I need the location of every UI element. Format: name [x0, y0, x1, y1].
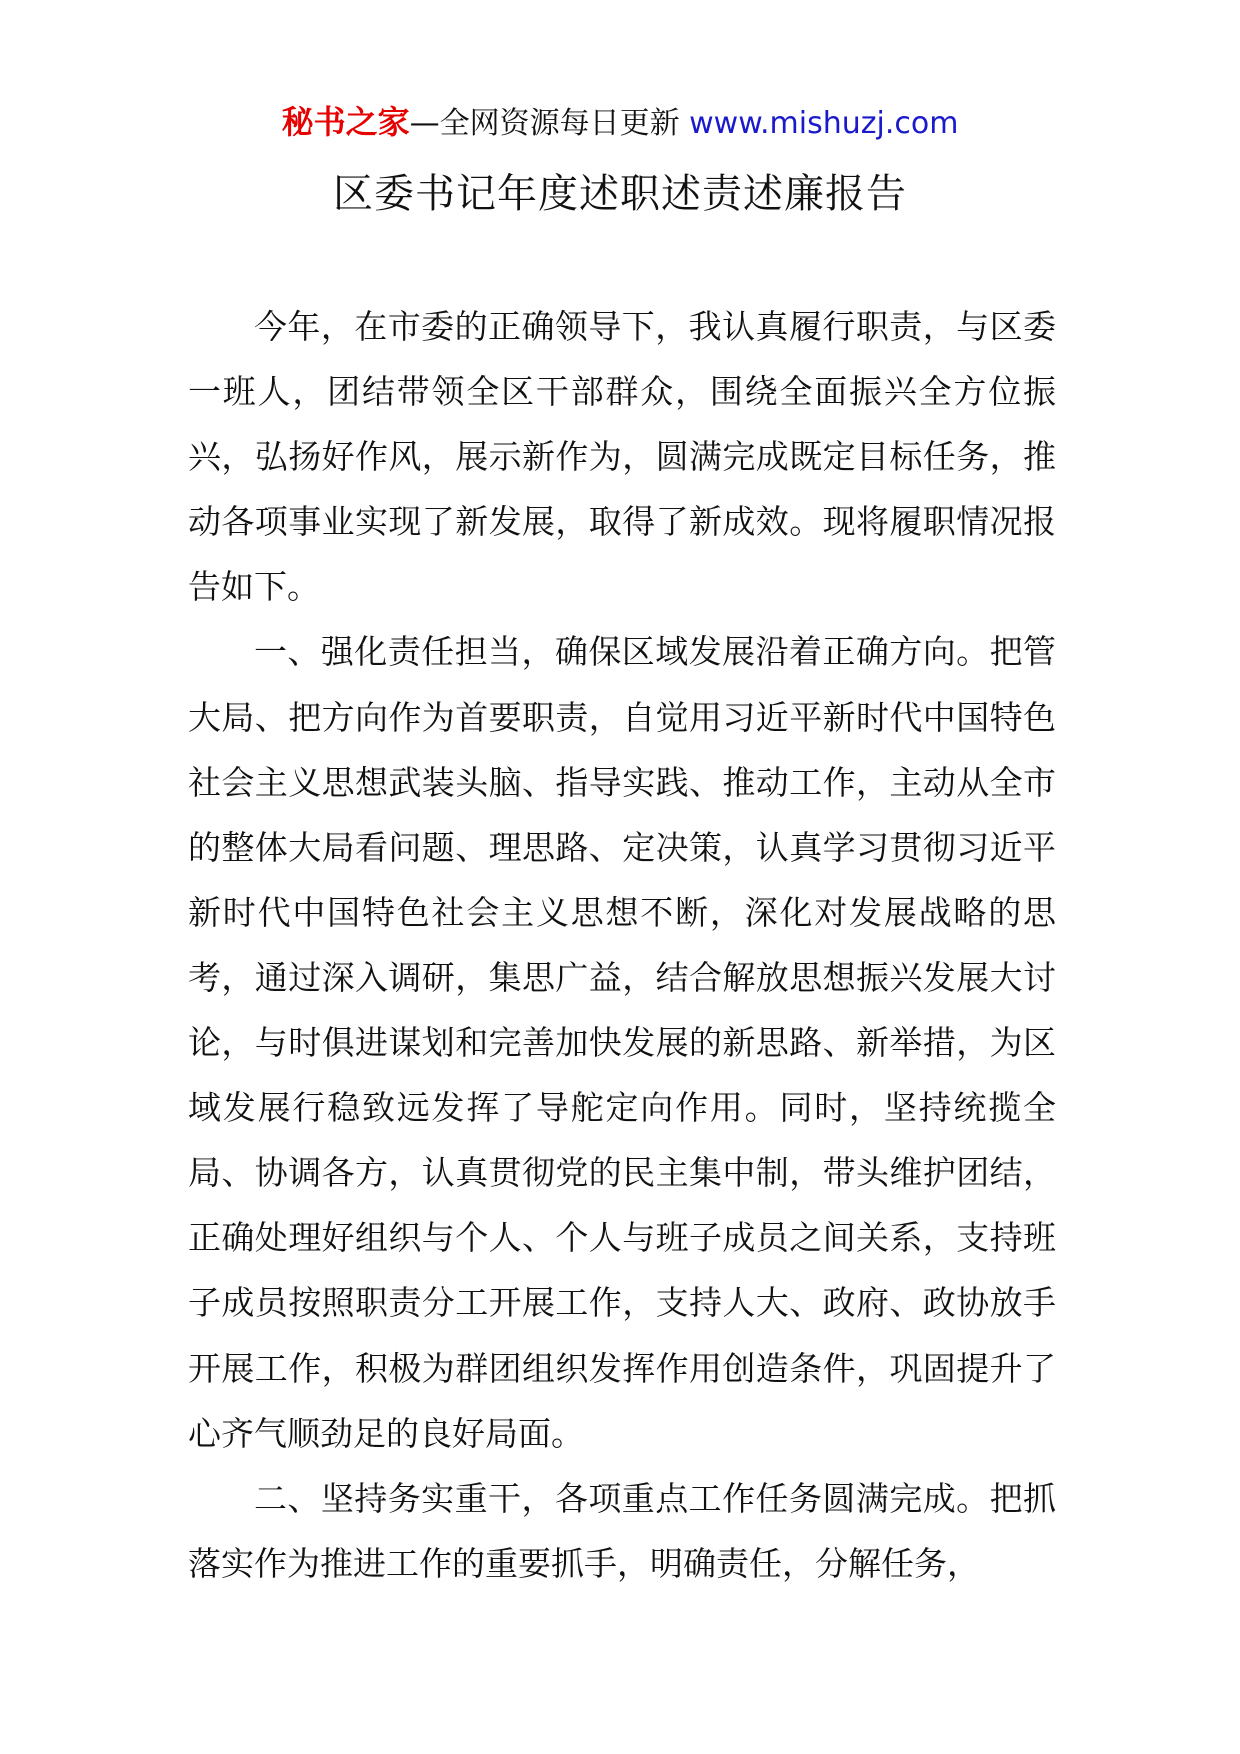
section-heading: 一、强化责任担当，确保区域发展沿着正确方向。	[254, 632, 990, 672]
document-body	[188, 294, 1056, 1596]
site-url-link[interactable]: www.mishuzj.com	[689, 106, 959, 141]
paragraph-section-2	[188, 1466, 1056, 1596]
site-header	[0, 100, 1240, 146]
document-title: 区委书记年度述职述责述廉报告	[333, 171, 907, 217]
paragraph-text: 把抓落实作为推进工作的重要抓手，明确责任，分解任务，	[188, 1478, 1057, 1583]
paragraph-text: 今年，在市委的正确领导下，我认真履行职责，与区委一班人，团结带领全区干部群众，围绕全面振兴全方位振兴，弘扬好作风，展示新作为，圆满完成既定目标任务，推动各项事业实现了新发展，取得了新成效。现将履职情况报告如下。	[188, 307, 1056, 607]
site-brand: 秘书之家	[281, 103, 410, 141]
site-slogan: —全网资源每日更新	[409, 106, 680, 141]
paragraph-text: 把管大局、把方向作为首要职责，自觉用习近平新时代中国特色社会主义思想武装头脑、指导实践、推动工作，主动从全市的整体大局看问题、理思路、定决策，认真学习贯彻习近平新时代中国特色社会主义思想不断，深化对发展战略的思考，通过深入调研，集思广益，结合解放思想振兴发展大讨论，与时俱进谋划和完善加快发展的新思路、新举措，为区域发展行稳致远发挥了导舵定向作用。同时，坚持统揽全局、协调各方，认真贯彻党的民主集中制，带头维护团结，正确处理好组织与个人、个人与班子成员之间关系，支持班子成员按照职责分工开展工作，支持人大、政府、政协放手开展工作，积极为群团组织发挥作用创造条件，巩固提升了心齐气顺劲足的良好局面。	[188, 632, 1057, 1453]
paragraph-section-1	[188, 619, 1056, 1465]
section-heading: 二、坚持务实重干，各项重点工作任务圆满完成。	[254, 1478, 990, 1518]
paragraph-intro	[188, 294, 1056, 619]
